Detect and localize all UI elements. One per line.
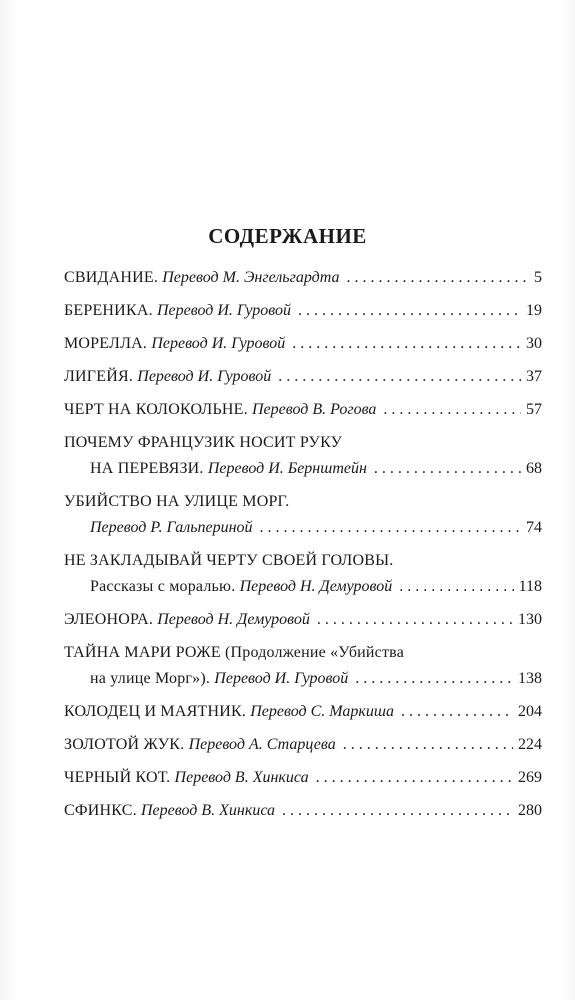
page-number: 37 [526, 368, 542, 385]
toc-line-text [64, 430, 342, 456]
toc-line [64, 265, 542, 291]
toc-entry[interactable] [64, 798, 542, 824]
story-title: ПОЧЕМУ ФРАНЦУЗИК НОСИТ РУКУ [64, 434, 343, 451]
dot-leader [346, 265, 529, 291]
story-title: СВИДАНИЕ. [64, 269, 163, 286]
page-number: 30 [526, 335, 542, 352]
toc-line-text [64, 331, 285, 357]
toc-entry[interactable] [64, 331, 542, 357]
story-title: ЗОЛОТОЙ ЖУК. [64, 736, 189, 753]
page-number: 74 [526, 519, 542, 536]
page-number: 130 [518, 611, 542, 628]
toc-entry[interactable] [64, 765, 542, 791]
toc-line [64, 430, 542, 456]
dot-leader [317, 607, 513, 633]
page-number: 269 [518, 769, 542, 786]
translator-credit: Перевод М. Энгельгардта [162, 269, 340, 286]
toc-entry[interactable] [64, 298, 542, 324]
toc-entry[interactable] [64, 397, 542, 423]
toc-line [64, 732, 542, 758]
toc-line-text [64, 298, 291, 324]
translator-credit: Перевод И. Гуровой [214, 670, 349, 687]
page-number: 224 [518, 736, 542, 753]
story-title: КОЛОДЕЦ И МАЯТНИК. [64, 703, 251, 720]
dot-leader [292, 331, 521, 357]
story-title: ТАЙНА МАРИ РОЖЕ (Продолжение «Убийства [64, 644, 405, 661]
dot-leader [298, 298, 521, 324]
translator-credit: Перевод Н. Демуровой [239, 578, 393, 595]
toc-line-text [64, 265, 339, 291]
toc-line [64, 298, 542, 324]
toc-entry[interactable] [64, 430, 542, 482]
dot-leader [260, 515, 521, 541]
toc-line [64, 331, 542, 357]
dot-leader [374, 456, 521, 482]
toc-entry[interactable] [64, 640, 542, 692]
toc-line-text [64, 364, 271, 390]
toc-line-text [64, 765, 309, 791]
dot-leader [316, 765, 513, 791]
toc-line [64, 574, 542, 600]
story-title: ЛИГЕЙЯ. [64, 368, 138, 385]
story-title: на улице Морг»). [90, 670, 215, 687]
toc-line-text [64, 607, 310, 633]
story-title: Рассказы с моралью. [90, 578, 240, 595]
translator-credit: Перевод И. Гуровой [151, 335, 286, 352]
page-number: 280 [518, 802, 542, 819]
toc-line-text [64, 699, 394, 725]
translator-credit: Перевод А. Старцева [188, 736, 336, 753]
toc-line [64, 489, 542, 515]
toc-line-text [64, 732, 336, 758]
toc-line [64, 548, 542, 574]
toc-line [64, 364, 542, 390]
translator-credit: Перевод И. Гуровой [156, 302, 291, 319]
story-title: МОРЕЛЛА. [64, 335, 152, 352]
page-number: 118 [518, 578, 542, 595]
translator-credit: Перевод И. Бернштейн [207, 460, 367, 477]
toc-line-text [90, 515, 253, 541]
toc-line-text [64, 489, 289, 515]
translator-credit: Перевод И. Гуровой [137, 368, 272, 385]
table-of-contents [64, 265, 542, 831]
toc-line [64, 640, 542, 666]
story-title: УБИЙСТВО НА УЛИЦЕ МОРГ. [64, 493, 290, 510]
translator-credit: Перевод В. Хинкиса [140, 802, 275, 819]
toc-entry[interactable] [64, 607, 542, 633]
toc-line [64, 666, 542, 692]
toc-line [64, 397, 542, 423]
story-title: НЕ ЗАКЛАДЫВАЙ ЧЕРТУ СВОЕЙ ГОЛОВЫ. [64, 552, 394, 569]
toc-entry[interactable] [64, 548, 542, 600]
translator-credit: Перевод В. Рогова [251, 401, 377, 418]
story-title: БЕРЕНИКА. [64, 302, 157, 319]
dot-leader [278, 364, 521, 390]
toc-line-text [64, 548, 393, 574]
page-number: 57 [526, 401, 542, 418]
translator-credit: Перевод С. Маркиша [250, 703, 394, 720]
dot-leader [383, 397, 521, 423]
toc-entry[interactable] [64, 699, 542, 725]
toc-entry[interactable] [64, 732, 542, 758]
toc-entry[interactable] [64, 489, 542, 541]
translator-credit: Перевод В. Хинкиса [174, 769, 309, 786]
toc-line [64, 699, 542, 725]
toc-line-text [64, 798, 275, 824]
toc-line [64, 798, 542, 824]
dot-leader [355, 666, 513, 692]
story-title: НА ПЕРЕВЯЗИ. [90, 460, 208, 477]
page-number: 138 [518, 670, 542, 687]
toc-entry[interactable] [64, 364, 542, 390]
story-title: ЧЕРНЫЙ КОТ. [64, 769, 175, 786]
page-title: СОДЕРЖАНИЕ [208, 224, 367, 248]
page-number: 19 [526, 302, 542, 319]
toc-line [64, 607, 542, 633]
toc-line-text [90, 666, 348, 692]
toc-line-text [90, 574, 392, 600]
page-number: 68 [526, 460, 542, 477]
story-title: СФИНКС. [64, 802, 141, 819]
dot-leader [282, 798, 513, 824]
translator-credit: Перевод Р. Гальпериной [90, 519, 253, 536]
dot-leader [401, 699, 513, 725]
toc-line-text [64, 397, 376, 423]
toc-line [64, 456, 542, 482]
translator-credit: Перевод Н. Демуровой [157, 611, 310, 628]
toc-line-text [90, 456, 367, 482]
toc-line-text [64, 640, 404, 666]
story-title: ЧЕРТ НА КОЛОКОЛЬНЕ. [64, 401, 252, 418]
dot-leader [343, 732, 513, 758]
toc-entry[interactable] [64, 265, 542, 291]
dot-leader [399, 574, 513, 600]
story-title: ЭЛЕОНОРА. [64, 611, 158, 628]
toc-line [64, 765, 542, 791]
toc-line [64, 515, 542, 541]
page-number: 204 [518, 703, 542, 720]
page-number: 5 [534, 269, 542, 286]
